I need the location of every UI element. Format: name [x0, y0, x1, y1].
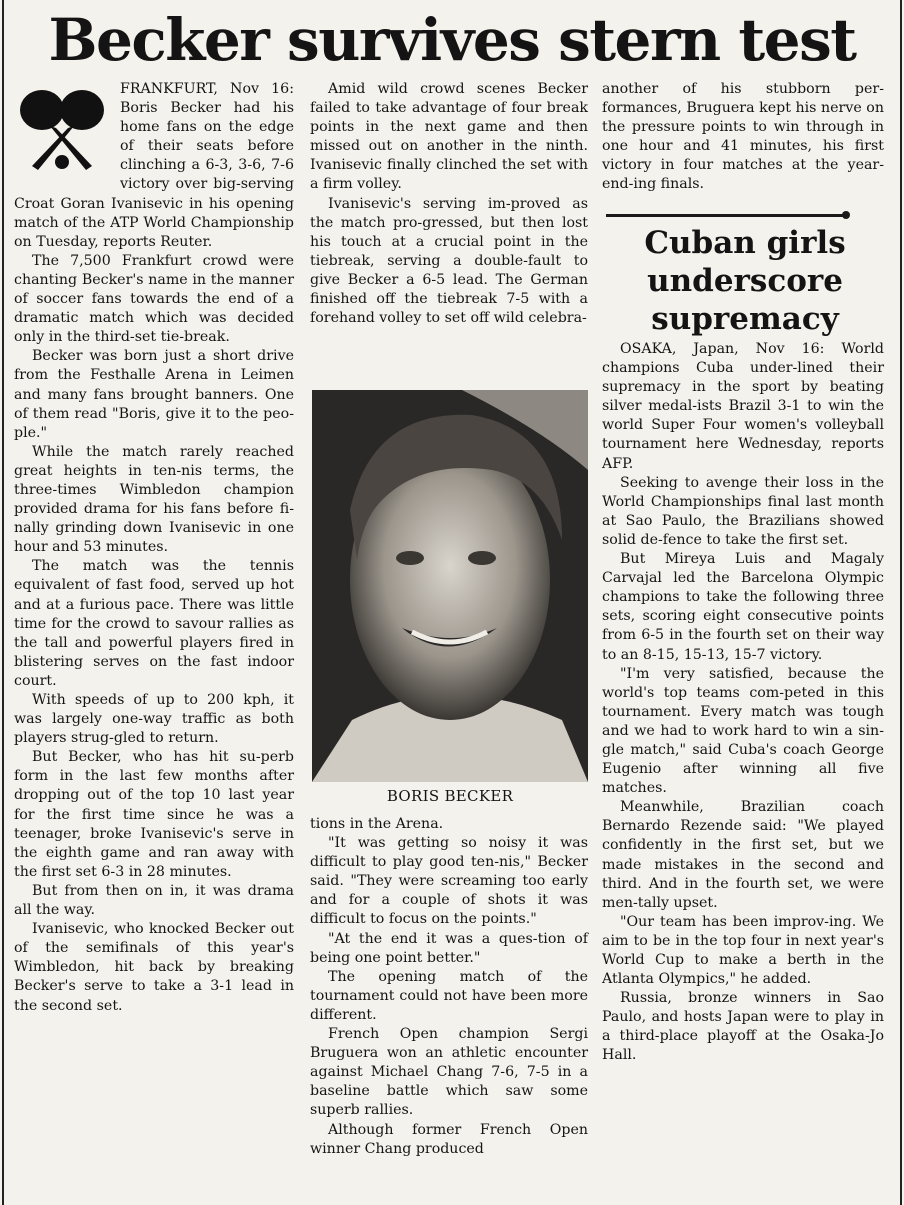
paragraph: FRANKFURT, Nov 16: Boris Becker had his home fans on the edge of their seats before clinching a 6-3, 3-6, 7-6 victory over big-serving Croat Goran Ivanisevic in his opening match of the ATP World Championship on Tuesday, reports Reuter.: [14, 81, 294, 250]
paragraph: "It was getting so noisy it was difficult to play good ten-nis," Becker said. "They were screaming too early and for a couple of shots it was difficult to focus on the points.": [310, 835, 588, 928]
tennis-rackets-icon: [14, 82, 110, 174]
section-divider-rule: [606, 214, 846, 217]
main-story-col3-text: [602, 80, 884, 195]
paragraph: another of his stubborn per-formances, Bruguera kept his nerve on the pressure points to win through in one hour and 41 minutes, his first victory in four matches at the year-end-ing finals.: [602, 81, 884, 193]
paragraph: The 7,500 Frankfurt crowd were chanting Becker's name in the manner of soccer fans towards the end of a dramatic match which was decided only in the third-set tie-break.: [14, 252, 294, 346]
paragraph: But Mireya Luis and Magaly Carvajal led the Barcelona Olympic champions to take the following three sets, scoring eight consecutive points from 6-5 in the fourth set on their way to an 8-15, 15-13, 15-7 victory.: [602, 551, 884, 663]
paragraph: But Becker, who has hit su-perb form in the last few months after dropping out of the top 10 last year for the first time since he was a teenager, broke Ivanisevic's serve in the eighth game and ran away with the first set 6-3 in 28 minutes.: [14, 749, 294, 880]
page-border-right: [900, 0, 902, 1205]
paragraph: Seeking to avenge their loss in the World Championships final last month at Sao Paulo, the Brazilians showed solid de-fence to take the first set.: [602, 474, 884, 548]
main-story-column-1: [14, 80, 294, 1016]
paragraph: French Open champion Sergi Bruguera won an athletic encounter against Michael Chang 7-6, 7-5 in a baseline battle which saw some superb rallies.: [310, 1026, 588, 1119]
second-story-headline: Cuban girls underscore supremacy: [644, 225, 846, 337]
page-border-left: [2, 0, 4, 1205]
photo-caption: BORIS BECKER: [386, 787, 514, 805]
paragraph: The opening match of the tournament could not have been more different.: [310, 968, 588, 1023]
paragraph: But from then on in, it was drama all the way.: [14, 882, 294, 919]
main-headline: Becker survives stern test: [48, 6, 856, 74]
paragraph: While the match rarely reached great heights in ten-nis terms, the three-times Wimbledon champion provided drama for his fans before fi-nally grinding down Ivanisevic in one hour and 53 minutes.: [14, 443, 294, 556]
paragraph: tions in the Arena.: [310, 816, 444, 832]
paragraph: "At the end it was a ques-tion of being one point better.": [310, 930, 588, 966]
main-story-column-2: [310, 80, 588, 328]
paragraph: Russia, bronze winners in Sao Paulo, and hosts Japan were to play in a third-place playoff at the Osaka-Jo Hall.: [602, 990, 884, 1064]
main-story-column-3: [602, 80, 884, 195]
paragraph: OSAKA, Japan, Nov 16: World champions Cuba under-lined their supremacy in the sport by beating silver medal-ists Brazil 3-1 to win the world Super Four women's volleyball tournament here Wednesday, reports AFP.: [602, 341, 884, 472]
main-story-col1-text: [14, 80, 294, 1016]
boris-becker-photo: [312, 390, 588, 782]
paragraph: With speeds of up to 200 kph, it was largely one-way traffic as both players strug-gled to return.: [14, 692, 294, 747]
main-story-col2-text: [310, 80, 588, 328]
paragraph: Although former French Open winner Chang produced: [310, 1121, 588, 1157]
paragraph: Ivanisevic's serving im-proved as the match pro-gressed, but then lost his touch at a crucial point in the tiebreak, serving a double-fault to give Becker a 6-5 lead. The German finished off the tiebreak 7-5 with a forehand volley to set off wild celebra-: [310, 195, 588, 327]
paragraph: Amid wild crowd scenes Becker failed to take advantage of four break points in the next game and then missed out on another in the ninth. Ivanisevic finally clinched the set with a firm volley.: [310, 81, 588, 193]
paragraph: "I'm very satisfied, because the world's top teams com-peted in this tournament. Every match was tough and we had to work hard to win a sin-gle match," said Cuba's coach George Eugenio after winning all five matches.: [602, 665, 884, 797]
second-story-column: [602, 340, 884, 1066]
paragraph: Meanwhile, Brazilian coach Bernardo Rezende said: "We played confidently in the first set, but we made mistakes in the second and third. And in the fourth set, we were men-tally upset.: [602, 799, 884, 911]
main-story-column-2-continued: [310, 815, 588, 1159]
second-story-text: [602, 340, 884, 1066]
paragraph: Becker was born just a short drive from the Festhalle Arena in Leimen and many fans brought banners. One of them read "Boris, give it to the peo-ple.": [14, 348, 294, 441]
section-divider-dot: [842, 211, 850, 219]
paragraph: Ivanisevic, who knocked Becker out of the semifinals of this year's Wimbledon, hit back by breaking Becker's serve to take a 3-1 lead in the second set.: [14, 921, 294, 1014]
main-story-col2b-text: [310, 815, 588, 1159]
paragraph: "Our team has been improv-ing. We aim to be in the top four in next year's World Cup to make a berth in the Atlanta Olympics," he added.: [602, 913, 884, 988]
paragraph: The match was the tennis equivalent of fast food, served up hot and at a furious pace. There was little time for the crowd to savour rallies as the tall and powerful players fired in blistering serves on the fast indoor court.: [14, 558, 294, 689]
